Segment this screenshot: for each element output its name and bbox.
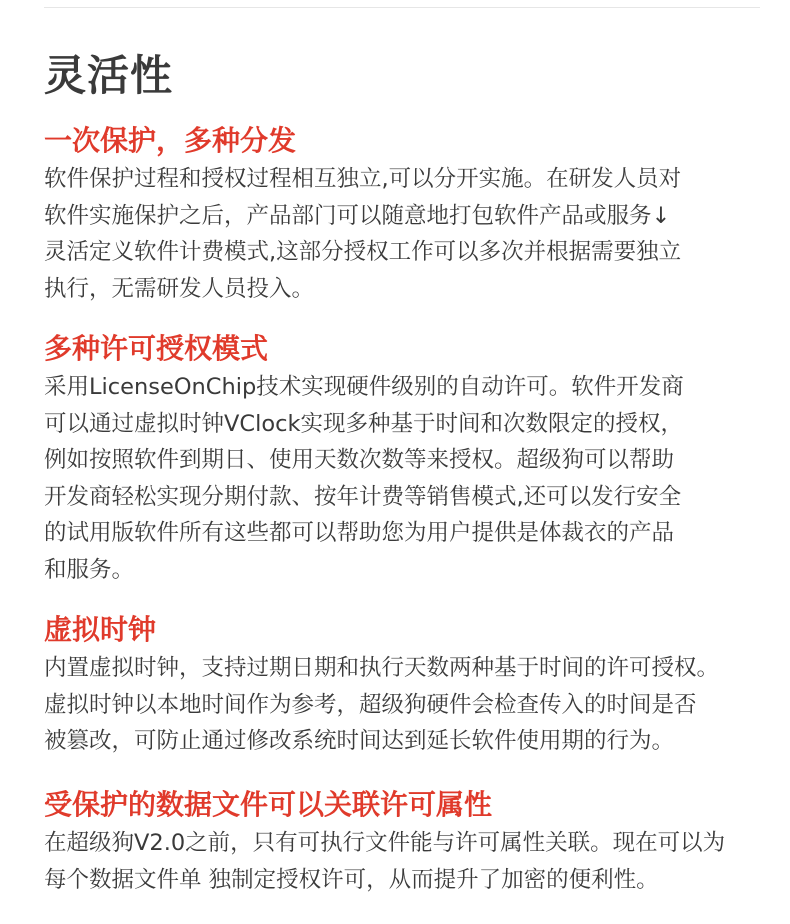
body-line: 灵活定义软件计费模式,这部分授权工作可以多次并根据需要独立 xyxy=(44,239,682,265)
body-line: 在超级狗V2.0之前，只有可执行文件能与许可属性关联。现在可以为 xyxy=(44,830,726,856)
body-line: 采用LicenseOnChip技术实现硬件级别的自动许可。软件开发商 xyxy=(44,374,684,400)
body-line: 被篡改，可防止通过修改系统时间达到延长软件使用期的行为。 xyxy=(44,728,675,754)
section-body xyxy=(44,650,764,760)
section-one-protection-multi-distribution xyxy=(44,121,764,307)
body-line: 每个数据文件单 独制定授权许可，从而提升了加密的便利性。 xyxy=(44,866,659,893)
section-protected-data-files xyxy=(44,785,764,898)
section-license-modes xyxy=(44,329,764,588)
body-line: 软件保护过程和授权过程相互独立,可以分开实施。在研发人员对 xyxy=(44,166,682,192)
body-line: 内置虚拟时钟，支持过期日期和执行天数两种基于时间的许可授权。 xyxy=(44,655,720,681)
section-body xyxy=(44,825,764,898)
top-divider xyxy=(44,7,760,8)
section-virtual-clock xyxy=(44,610,764,760)
body-line: 开发商轻松实现分期付款、按年计费等销售模式,还可以发行安全 xyxy=(44,483,682,510)
section-heading: 多种许可授权模式 xyxy=(44,332,269,365)
body-line: 和服务。 xyxy=(44,556,135,583)
section-heading: 一次保护，多种分发 xyxy=(44,124,297,157)
body-line: 软件实施保护之后，产品部门可以随意地打包软件产品或服务↓ xyxy=(44,202,671,229)
body-line: 例如按照软件到期日、使用天数次数等来授权。超级狗可以帮助 xyxy=(44,447,675,473)
body-line: 可以通过虚拟时钟VClock实现多种基于时间和次数限定的授权， xyxy=(44,410,684,437)
section-heading: 虚拟时钟 xyxy=(44,613,157,646)
body-line: 虚拟时钟以本地时间作为参考，超级狗硬件会检查传入的时间是否 xyxy=(44,691,697,718)
section-heading: 受保护的数据文件可以关联许可属性 xyxy=(44,788,493,821)
body-line: 执行，无需研发人员投入。 xyxy=(44,275,315,302)
page-title: 灵活性 xyxy=(44,51,174,100)
section-body xyxy=(44,161,764,307)
section-body xyxy=(44,369,764,588)
body-line: 的试用版软件所有这些都可以帮助您为用户提供是体裁衣的产品 xyxy=(44,520,675,546)
